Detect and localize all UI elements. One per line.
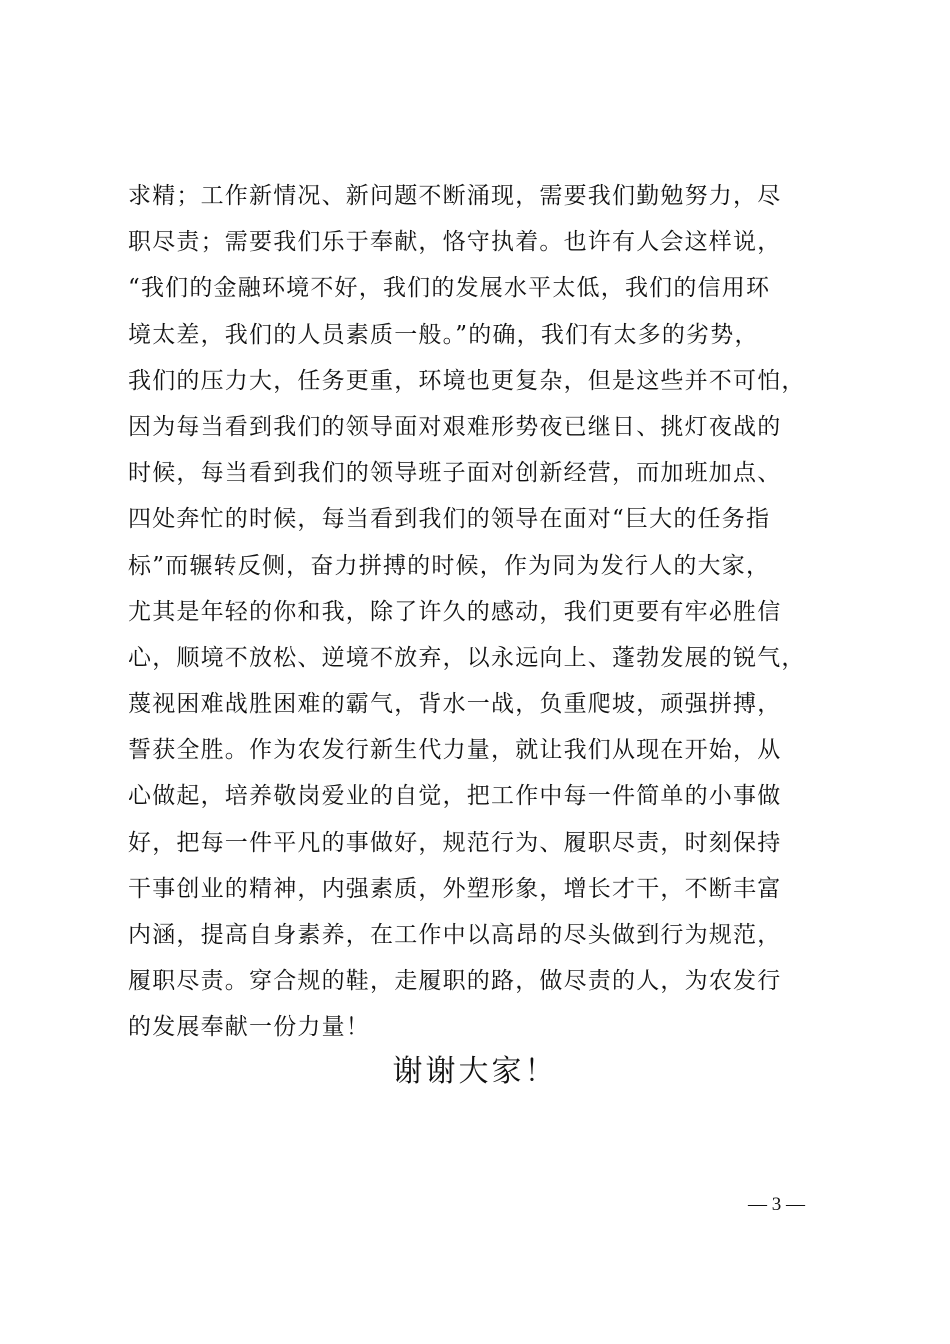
- text-line: 履职尽责。穿合规的鞋，走履职的路，做尽责的人，为农发行: [128, 968, 782, 995]
- page-number: — 3 —: [748, 1194, 805, 1215]
- text-line: 蔑视困难战胜困难的霸气，背水一战，负重爬坡，顽强拼搏，: [128, 691, 782, 718]
- text-line: 干事创业的精神，内强素质，外塑形象，增长才干，不断丰富: [128, 875, 782, 902]
- text-line: 尤其是年轻的你和我，除了许久的感动，我们更要有牢必胜信: [128, 598, 782, 625]
- text-line: 时候，每当看到我们的领导班子面对创新经营，而加班加点、: [128, 460, 782, 487]
- text-line: 内涵，提高自身素养，在工作中以高昂的尽头做到行为规范，: [128, 922, 782, 948]
- text-line: 誓获全胜。作为农发行新生代力量，就让我们从现在开始，从: [128, 737, 782, 764]
- text-line: 四处奔忙的时候，每当看到我们的领导在面对“巨大的任务指: [128, 506, 771, 533]
- text-line: 心，顺境不放松、逆境不放弃，以永远向上、蓬勃发展的锐气，: [128, 644, 806, 671]
- text-line: 好，把每一件平凡的事做好，规范行为、履职尽责，时刻保持: [128, 829, 782, 856]
- text-line: 因为每当看到我们的领导面对艰难形势夜已继日、挑灯夜战的: [128, 413, 782, 440]
- text-line: 我们的压力大，任务更重，环境也更复杂，但是这些并不可怕，: [128, 367, 806, 394]
- closing-remark: 谢谢大家！: [392, 1054, 558, 1089]
- text-line: 心做起，培养敬岗爱业的自觉，把工作中每一件简单的小事做: [128, 783, 782, 810]
- text-line: “我们的金融环境不好，我们的发展水平太低，我们的信用环: [128, 275, 771, 302]
- text-line: 求精；工作新情况、新问题不断涌现，需要我们勤勉努力，尽: [128, 183, 782, 209]
- text-line: 的发展奉献一份力量！: [128, 1014, 370, 1041]
- text-line: 职尽责；需要我们乐于奉献，恪守执着。也许有人会这样说，: [128, 229, 782, 256]
- text-line: 标”而辗转反侧，奋力拼搏的时候，作为同为发行人的大家，: [128, 552, 771, 579]
- text-line: 境太差，我们的人员素质一般。”的确，我们有太多的劣势，: [128, 321, 759, 348]
- body-paragraph: [128, 178, 828, 1056]
